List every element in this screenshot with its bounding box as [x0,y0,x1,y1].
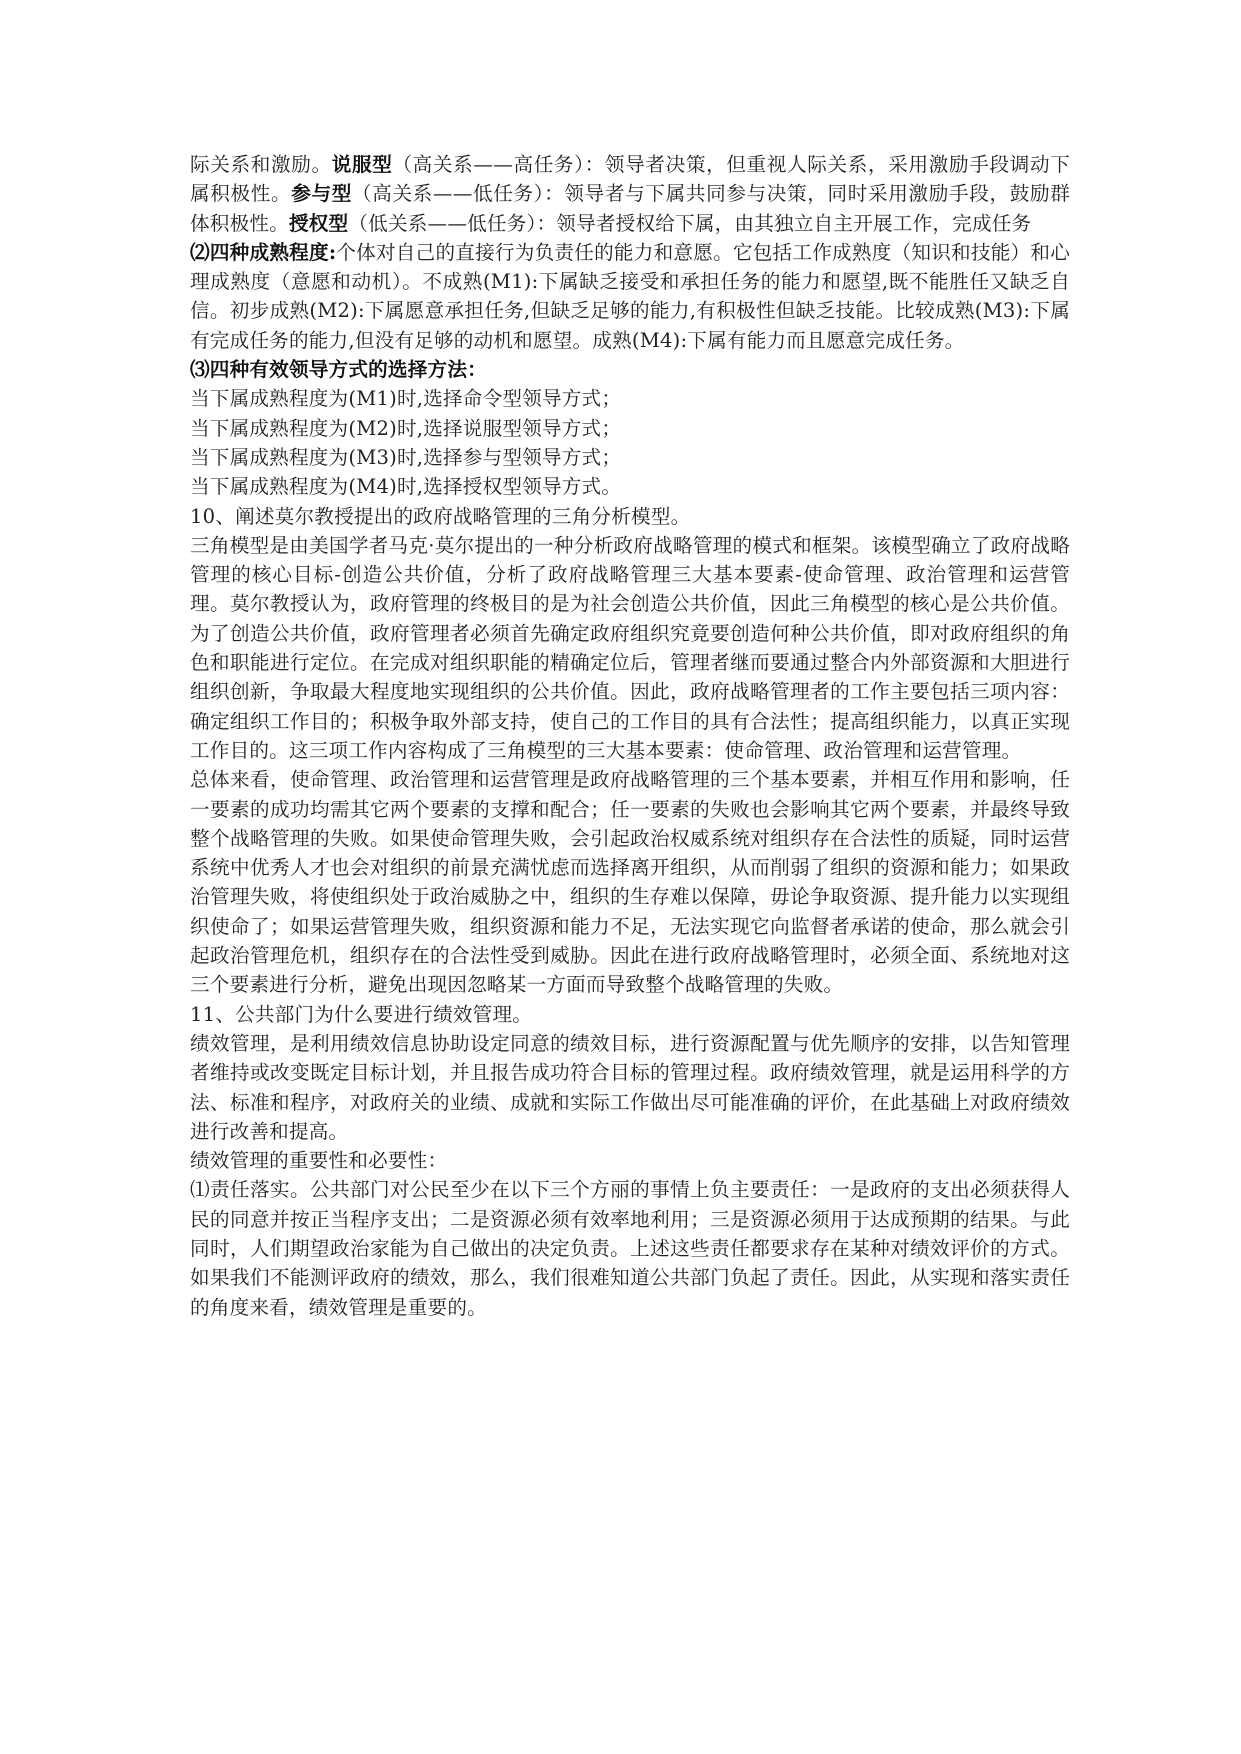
question-11-paragraph: 绩效管理的重要性和必要性： [190,1149,448,1173]
intro-text-3: （高关系——低任务）：领导者与下属共同参与决策，同时采用激励手段，鼓励群体积极性。 [190,182,1070,235]
selection-line: 当下属成熟程度为(M3)时,选择参与型领导方式； [190,445,622,469]
question-11-paragraph: ⑴责任落实。公共部门对公民至少在以下三个方丽的事情上负主要责任：一是政府的支出必须获得人民的同意并按正当程序支出；二是资源必须有效率地利用；三是资源必须用于达成预期的结果。与此同时，人们期望政治家能为自己做出的决定负责。上述这些责任都要求存在某种对绩效评价的方式。如果我们不能测评政府的绩效，那么，我们很难知道公共部门负起了责任。因此，从实现和落实责任的角度来看，绩效管理是重要的。 [190,1178,1070,1319]
question-11-title: 11、公共部门为什么要进行绩效管理。 [190,1002,533,1026]
selection-line: 当下属成熟程度为(M4)时,选择授权型领导方式。 [190,475,622,499]
maturity-paragraph [190,238,1070,355]
intro-text-2: （高关系——高任务）：领导者决策，但重视人际关系，采用激励手段调动下属积极性。 [190,153,1070,206]
question-11-paragraph: 绩效管理，是利用绩效信息协助设定同意的绩效目标，进行资源配置与优先顺序的安排，以告知管理者维持或改变既定目标计划，并且报告成功符合目标的管理过程。政府绩效管理，就是运用科学的方法、标准和程序，对政府关的业绩、成就和实际工作做出尽可能准确的评价，在此基础上对政府绩效进行改善和提高。 [190,1031,1070,1143]
participative-style-term: 参与型 [291,182,352,206]
document-page [190,150,1070,1322]
intro-text-1: 际关系和激励。 [190,153,332,176]
maturity-heading: ⑵四种成熟程度: [190,240,337,264]
persuasive-style-term: 说服型 [331,153,393,176]
leadership-styles-paragraph [190,150,1070,238]
selection-heading: ⑶四种有效领导方式的选择方法： [190,358,487,382]
selection-line: 当下属成熟程度为(M1)时,选择命令型领导方式； [190,387,622,411]
maturity-text: 个体对自己的直接行为负责任的能力和意愿。它包括工作成熟度（知识和技能）和心理成熟度（意愿和动机）。不成熟(M1):下属缺乏接受和承担任务的能力和愿望,既不能胜任又缺乏自信。初步成熟(M2):下属愿意承担任务,但缺乏足够的能力,有积极性但缺乏技能。比较成熟(M3):下属有完成任务的能力,但没有足够的动机和愿望。成熟(M4):下属有能力而且愿意完成任务。 [190,240,1070,352]
question-10-paragraph: 三角模型是由美国学者马克·莫尔提出的一种分析政府战略管理的模式和框架。该模型确立了政府战略管理的核心目标-创造公共价值，分析了政府战略管理三大基本要素-使命管理、政治管理和运营管理。莫尔教授认为，政府管理的终极目的是为社会创造公共价值，因此三角模型的核心是公共价值。为了创造公共价值，政府管理者必须首先确定政府组织究竟要创造何种公共价值，即对政府组织的角色和职能进行定位。在完成对组织职能的精确定位后，管理者继而要通过整合内外部资源和大胆进行组织创新，争取最大程度地实现组织的公共价值。因此，政府战略管理者的工作主要包括三项内容：确定组织工作目的；积极争取外部支持，使自己的工作目的具有合法性；提高组织能力，以真正实现工作目的。这三项工作内容构成了三角模型的三大基本要素：使命管理、政治管理和运营管理。 [190,533,1070,762]
selection-line: 当下属成熟程度为(M2)时,选择说服型领导方式； [190,416,622,440]
question-10-title: 10、阐述莫尔教授提出的政府战略管理的三角分析模型。 [190,504,691,528]
question-10-paragraph: 总体来看，使命管理、政治管理和运营管理是政府战略管理的三个基本要素，并相互作用和影响，任一要素的成功均需其它两个要素的支撑和配合；任一要素的失败也会影响其它两个要素，并最终导致整个战略管理的失败。如果使命管理失败，会引起政治权威系统对组织存在合法性的质疑，同时运营系统中优秀人才也会对组织的前景充满忧虑而选择离开组织，从而削弱了组织的资源和能力；如果政治管理失败，将使组织处于政治威胁之中，组织的生存难以保障，毋论争取资源、提升能力以实现组织使命了；如果运营管理失败，组织资源和能力不足，无法实现它向监督者承诺的使命，那么就会引起政治管理危机，组织存在的合法性受到威胁。因此在进行政府战略管理时，必须全面、系统地对这三个要素进行分析，避免出现因忽略某一方面而导致整个战略管理的失败。 [190,768,1070,997]
delegating-style-term: 授权型 [288,211,349,235]
intro-text-4: （低关系——低任务）：领导者授权给下属，由其独立自主开展工作，完成任务 [348,211,1032,235]
